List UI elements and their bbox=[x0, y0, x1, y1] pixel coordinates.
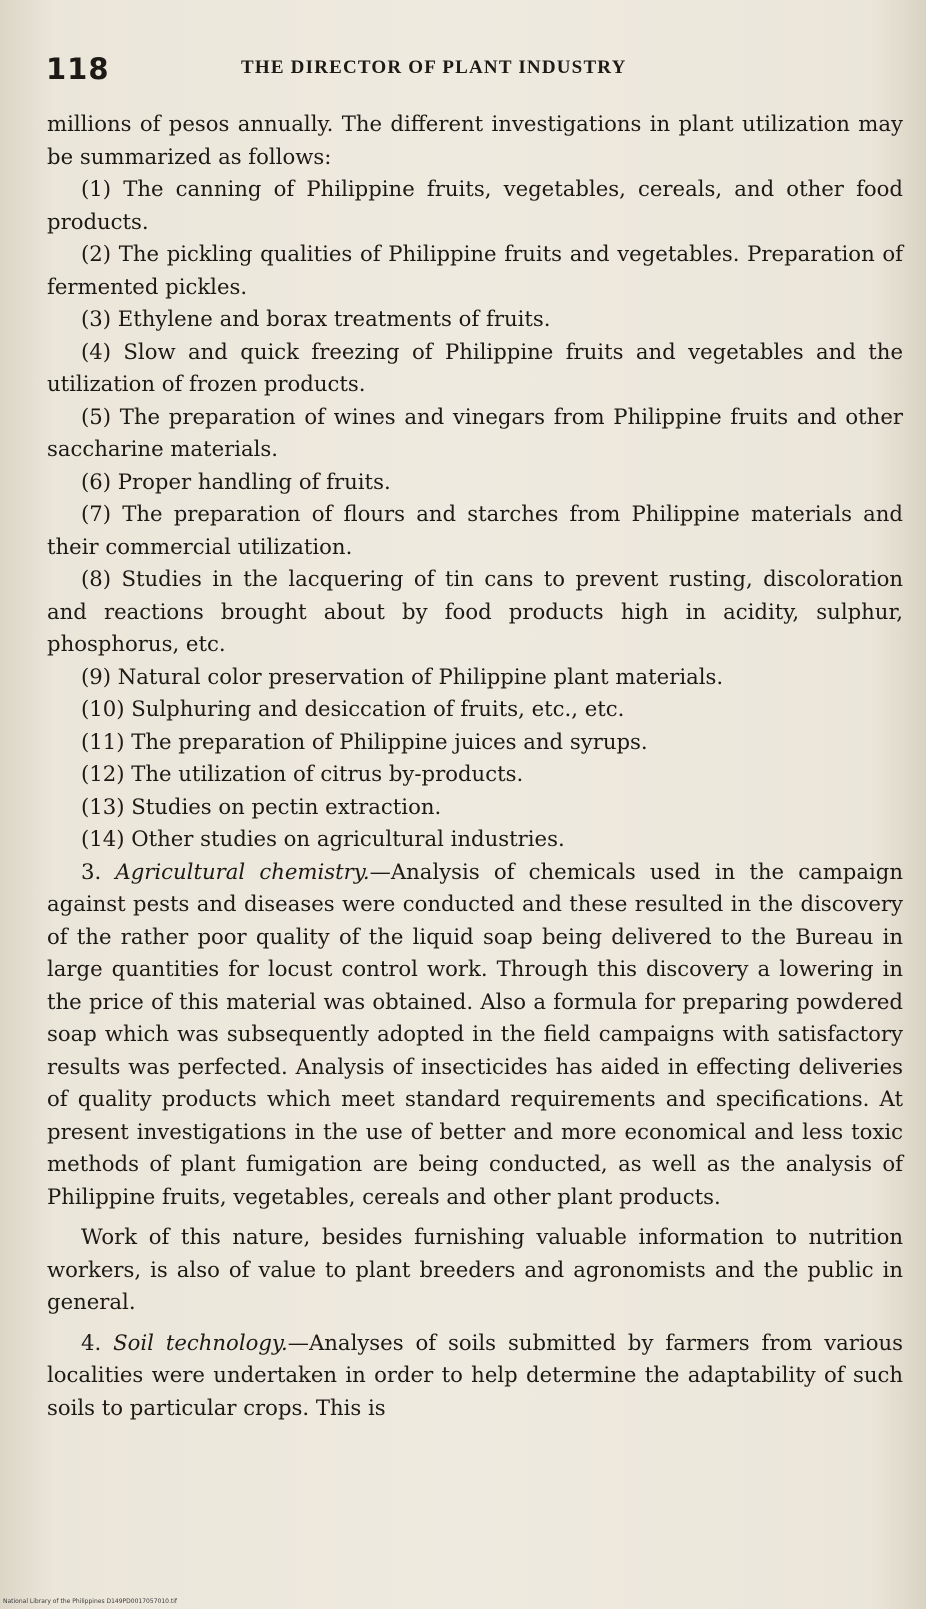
section-title: Agricultural chemistry. bbox=[115, 858, 370, 884]
list-item: (13) Studies on pectin extraction. bbox=[81, 793, 442, 819]
intro-paragraph: millions of pesos annually. The different investigations in plant utilization may be summarized as follows: bbox=[47, 111, 903, 169]
section-text: —Analysis of chemicals used in the campaign against pests and diseases were conducted and these resulted in the discovery of the rather poor quality of the liquid soap being delivered to the Bureau in large quantities for locust control work. Through this discovery a lowering in the price of this material was obtained. Also a formula for preparing powdered soap which was subsequently adopted in the field campaigns with satisfactory results was perfected. Analysis of insecticides has aided in effecting deliveries of quality products which meet standard requirements and specifications. At present investigations in the use of better and more economical and less toxic methods of plant fumigation are being conducted, as well as the analysis of Philippine fruits, vegetables, cereals and other plant products. bbox=[47, 858, 903, 1209]
section-number: 4. bbox=[81, 1329, 102, 1355]
section-text: —Analyses of soils submitted by farmers from various localities were undertaken in order to help determine the adaptability of such soils to particular crops. This is bbox=[47, 1329, 903, 1420]
list-item: (12) The utilization of citrus by-products. bbox=[81, 761, 524, 786]
list-item: (5) The preparation of wines and vinegars from Philippine fruits and other saccharine materials. bbox=[47, 403, 903, 461]
list-item: (14) Other studies on agricultural industries. bbox=[81, 826, 565, 851]
list-item: (1) The canning of Philippine fruits, vegetables, cereals, and other food products. bbox=[47, 176, 903, 234]
section-number: 3. bbox=[81, 858, 102, 884]
page-number: 118 bbox=[46, 52, 110, 86]
list-item: (3) Ethylene and borax treatments of fruits. bbox=[81, 306, 551, 331]
body-text bbox=[47, 108, 903, 1424]
list-item: (10) Sulphuring and desiccation of fruits, etc., etc. bbox=[81, 696, 625, 721]
list-item: (2) The pickling qualities of Philippine fruits and vegetables. Preparation of fermented pickles. bbox=[47, 241, 903, 299]
list-item: (4) Slow and quick freezing of Philippine fruits and vegetables and the utilization of frozen products. bbox=[47, 338, 903, 396]
section-title: Soil technology. bbox=[113, 1329, 288, 1355]
section-agricultural-chemistry bbox=[47, 856, 903, 1214]
running-head: THE DIRECTOR OF PLANT INDUSTRY bbox=[241, 57, 627, 78]
list-item: (11) The preparation of Philippine juices and syrups. bbox=[81, 728, 648, 754]
list-item: (9) Natural color preservation of Philippine plant materials. bbox=[81, 663, 724, 689]
list-item: (8) Studies in the lacquering of tin cans to prevent rusting, discoloration and reactions brought about by food products high in acidity, sulphur, phosphorus, etc. bbox=[47, 566, 903, 656]
scan-footer: National Library of the Philippines D149PD0017057010.tif bbox=[3, 1598, 177, 1605]
list-item: (7) The preparation of flours and starches from Philippine materials and their commercial utilization. bbox=[47, 501, 903, 559]
list-item: (6) Proper handling of fruits. bbox=[81, 468, 391, 494]
paragraph-work-nature: Work of this nature, besides furnishing valuable information to nutrition workers, is also of value to plant breeders and agronomists and the public in general. bbox=[47, 1224, 903, 1314]
page-header bbox=[46, 52, 896, 92]
section-soil-technology bbox=[47, 1327, 903, 1425]
